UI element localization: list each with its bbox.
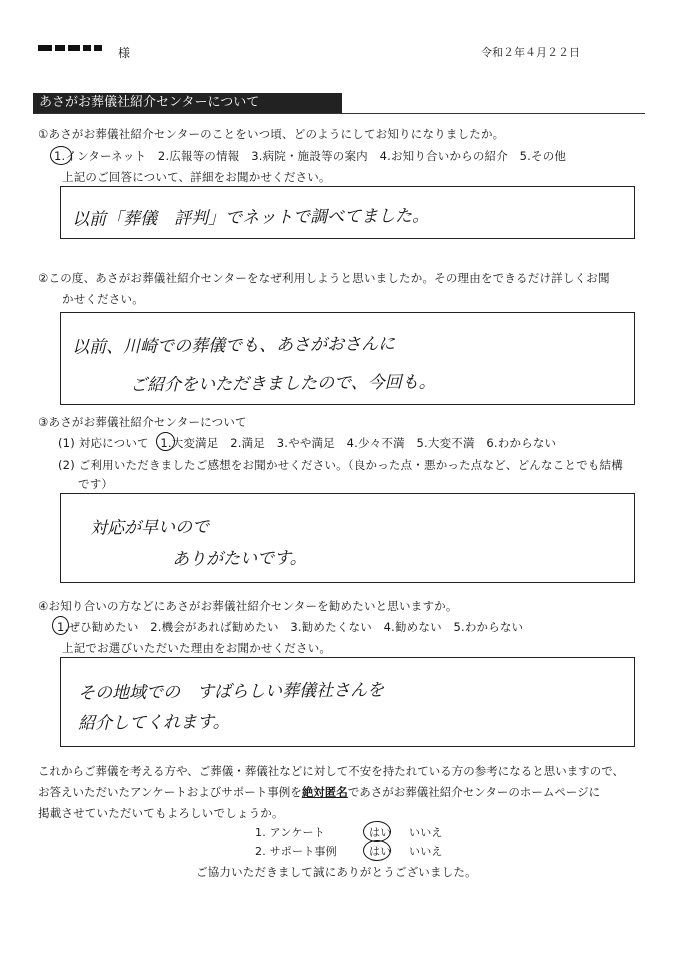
q1-selected-circle <box>50 146 72 165</box>
q3-sub1: (1) 対応について 1.大変満足 2.満足 3.やや満足 4.少々不満 5.大変不満 6.わからない <box>58 436 557 450</box>
consent-row-case-label: 2. サポート事例 <box>255 845 337 858</box>
q2-question-line1: ②この度、あさがお葬儀社紹介センターをなぜ利用しようと思いましたか。その理由をできるだけ詳しくお聞 <box>38 271 610 285</box>
q1-options: 1.インターネット 2.広報等の情報 3.病院・施設等の案内 4.お知り合いからの紹介 5.その他 <box>54 149 567 163</box>
consent-row-survey-yes: はい <box>369 826 392 839</box>
q4-question: ④お知り合いの方などにあさがお葬儀社紹介センターを勧めたいと思いますか。 <box>38 599 458 613</box>
q3-sub2-line1: (2) ご利用いただきましたご感想をお聞かせください。（良かった点・悪かった点など、どんなことでも結構 <box>58 458 623 472</box>
q3-sub2-line2: です） <box>78 477 114 491</box>
q2-question-line2: かせください。 <box>62 292 144 306</box>
section-title-rule <box>33 113 645 114</box>
closing-line2-post: であさがお葬儀社紹介センターのホームページに <box>347 785 601 799</box>
closing-line3: 掲載させていただいてもよろしいでしょうか。 <box>38 806 284 820</box>
consent-survey-yes-circle <box>363 821 391 842</box>
q1-answer: 以前「葬儀 評判」でネットで調べてました。 <box>71 206 430 230</box>
consent-row-survey-no: いいえ <box>409 826 443 839</box>
q2-answer-line2: ご紹介をいただきましたので、今回も。 <box>129 372 436 396</box>
consent-row-case-yes: はい <box>369 845 392 858</box>
q1-prompt: 上記のご回答について、詳細をお聞かせください。 <box>62 170 331 184</box>
honorific: 様 <box>118 46 131 60</box>
thanks-message: ご協力いただきまして誠にありがとうございました。 <box>196 865 477 879</box>
consent-row-case-no: いいえ <box>409 845 443 858</box>
q4-options: 1.ぜひ勧めたい 2.機会があれば勧めたい 3.勧めたくない 4.勧めない 5.わからない <box>57 620 524 634</box>
consent-row-survey-label: 1. アンケート <box>255 826 325 839</box>
q3-selected-circle <box>156 432 175 451</box>
q1-question: ①あさがお葬儀社紹介センターのことをいつ頃、どのようにしてお知りになりましたか。 <box>38 127 505 141</box>
section-title: あさがお葬儀社紹介センターについて <box>33 93 342 113</box>
closing-line2-bold: 絶対匿名 <box>301 785 348 799</box>
q3-answer-line1: 対応が早いので <box>89 517 210 539</box>
q4-answer-line1: その地域での すばらしい葬儀社さんを <box>77 680 385 704</box>
date: 令和２年４月２２日 <box>481 46 580 59</box>
q4-prompt: 上記でお選びいただいた理由をお聞かせください。 <box>62 641 332 655</box>
closing-line2-pre: お答えいただいたアンケートおよびサポート事例を <box>38 785 302 799</box>
q4-selected-circle <box>52 616 69 635</box>
q4-answer-line2: 紹介してくれます。 <box>77 712 230 734</box>
q3-question: ③あさがお葬儀社紹介センターについて <box>38 415 247 429</box>
closing-line2 <box>38 785 600 799</box>
q3-answer-line2: ありがたいです。 <box>171 548 307 570</box>
recipient-name-redacted <box>38 45 106 54</box>
closing-line1: これからご葬儀を考える方や、ご葬儀・葬儀社などに対して不安を持たれている方の参考になると思いますので、 <box>38 764 625 778</box>
q2-answer-line1: 以前、川崎での葬儀でも、あさがおさんに <box>71 334 396 358</box>
consent-case-yes-circle <box>363 840 391 861</box>
